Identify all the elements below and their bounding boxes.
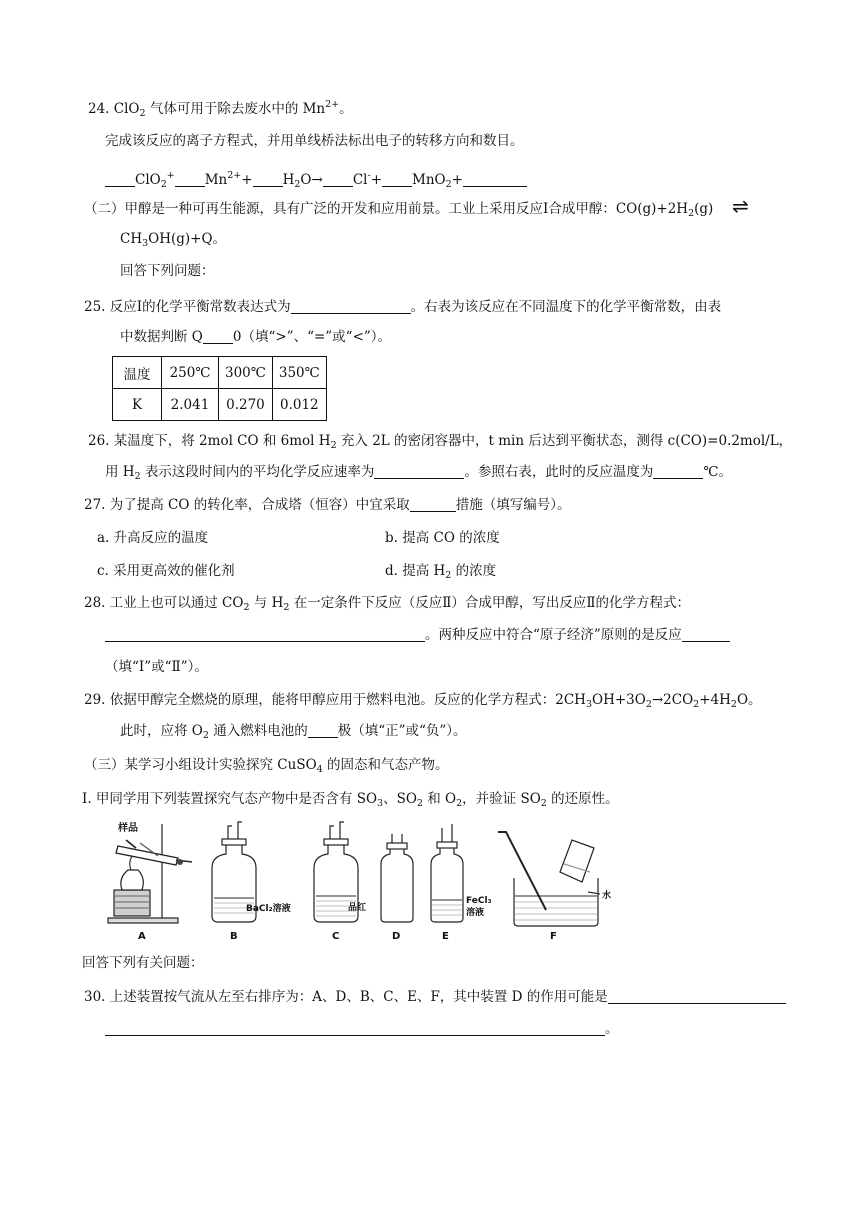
label-a: A xyxy=(138,931,146,942)
apparatus-d xyxy=(381,834,413,922)
answer-blank[interactable] xyxy=(308,723,338,738)
label-fecl3: FeCl₃ xyxy=(466,896,492,906)
apparatus-e xyxy=(431,824,463,922)
answer-blank[interactable] xyxy=(608,989,786,1004)
q26-line-1: 26. 某温度下，将 2mol CO 和 6mol $H_2$ 充入 2L 的密闭容器中，t min 后达到平衡状态，测得 c(CO)=0.2mol/L， xyxy=(88,433,793,451)
label-bacl2: BaCl₂溶液 xyxy=(246,904,291,914)
answer-blank[interactable] xyxy=(203,329,233,344)
apparatus-figure xyxy=(100,818,620,943)
section-2-line-2: $CH_3OH(g)+Q$。 xyxy=(120,231,227,249)
after-figure-text: 回答下列有关问题： xyxy=(82,955,204,971)
label-c: C xyxy=(332,931,340,942)
table-cell: K xyxy=(113,389,162,421)
q30-line-2: 。 xyxy=(105,1019,619,1039)
apparatus-f xyxy=(498,832,600,926)
answer-blank[interactable] xyxy=(105,172,135,187)
answer-blank[interactable] xyxy=(253,172,283,187)
label-sample: 样品 xyxy=(118,823,138,834)
table-cell: 2.041 xyxy=(162,389,219,421)
answer-blank[interactable] xyxy=(374,464,464,479)
label-b: B xyxy=(230,931,238,942)
apparatus-a xyxy=(108,824,192,923)
answer-blank[interactable] xyxy=(105,627,425,642)
equilibrium-constant-table xyxy=(112,356,327,421)
label-d: D xyxy=(392,931,401,942)
q27-option-d: d. 提高 $H_2$ 的浓度 xyxy=(385,563,497,581)
table-row xyxy=(113,357,327,389)
answer-blank[interactable] xyxy=(410,497,456,512)
q26-line-2: 用 $H_2$ 表示这段时间内的平均化学反应速率为 。参照右表，此时的反应温度为 ℃。 xyxy=(105,464,733,482)
q30-line-1: 30. 上述装置按气流从左至右排序为：A、D、B、C、E、F，其中装置 D 的作用可能是 xyxy=(84,987,786,1007)
answer-blank[interactable] xyxy=(382,172,412,187)
q28-line-1: 28. 工业上也可以通过 $CO_2$ 与 $H_2$ 在一定条件下反应（反应Ⅱ）合成甲醇，写出反应Ⅱ的化学方程式： xyxy=(84,595,691,613)
section-2-line-3: 回答下列问题： xyxy=(120,263,215,279)
answer-blank[interactable] xyxy=(463,172,527,187)
table-cell: 温度 xyxy=(113,357,162,389)
label-f: F xyxy=(550,931,557,942)
answer-blank[interactable] xyxy=(105,1021,605,1036)
q24-equation: ClO$_2$+ $Mn^{2+}+ H_2O\to Cl^-+ MnO_2+$ xyxy=(105,170,527,190)
answer-blank[interactable] xyxy=(323,172,353,187)
answer-blank[interactable] xyxy=(682,627,730,642)
answer-blank[interactable] xyxy=(175,172,205,187)
answer-blank[interactable] xyxy=(653,464,703,479)
q27-option-c: c. 采用更高效的催化剂 xyxy=(97,563,235,579)
table-cell: 0.270 xyxy=(219,389,273,421)
table-cell: 300℃ xyxy=(219,357,273,389)
q27-option-b: b. 提高 CO 的浓度 xyxy=(385,530,500,546)
q25-line-2: 中数据判断 Q 0（填“>”、“=”或“<”）。 xyxy=(120,329,392,345)
section-3-heading: （三）某学习小组设计实验探究 CuSO$_4$ 的固态和气态产物。 xyxy=(84,757,449,775)
answer-blank[interactable] xyxy=(291,299,411,314)
table-row xyxy=(113,389,327,421)
label-water: 水 xyxy=(602,891,612,901)
q29-line-1: 29. 依据甲醇完全燃烧的原理，能将甲醇应用于燃料电池。反应的化学方程式：$2CH_3OH+3O_2\to 2CO_2+4H_2O$。 xyxy=(84,692,762,710)
section-2-heading: （二）甲醇是一种可再生能源，具有广泛的开发和应用前景。工业上采用反应Ⅰ合成甲醇：$CO(g)+2H_2(g)$ xyxy=(84,201,714,219)
part-1-instruction: Ⅰ. 甲同学用下列装置探究气态产物中是否含有 $SO_3$、$SO_2$ 和 $O_2$，并验证 $SO_2$ 的还原性。 xyxy=(82,791,619,809)
label-fecl3-solution: 溶液 xyxy=(466,908,485,918)
q29-line-2: 此时，应将 $O_2$ 通入燃料电池的 极（填“正”或“负”）。 xyxy=(120,723,467,741)
q27-line-1: 27. 为了提高 CO 的转化率，合成塔（恒容）中宜采取 措施（填写编号）。 xyxy=(84,497,571,513)
q28-line-2: 。两种反应中符合“原子经济”原则的是反应 xyxy=(105,625,730,645)
label-e: E xyxy=(442,931,449,942)
equilibrium-symbol: ⇌ xyxy=(732,194,749,218)
q24-line-1: 24. ClO$_2$ 气体可用于除去废水中的 $Mn^{2+}$。 xyxy=(88,99,353,119)
table-cell: 0.012 xyxy=(272,389,326,421)
q24-line-2: 完成该反应的离子方程式，并用单线桥法标出电子的转移方向和数目。 xyxy=(105,133,524,149)
q28-line-3: （填“Ⅰ”或“Ⅱ”）。 xyxy=(105,659,208,675)
table-cell: 250℃ xyxy=(162,357,219,389)
table-cell: 350℃ xyxy=(272,357,326,389)
q25-line-1: 25. 反应Ⅰ的化学平衡常数表达式为 。右表为该反应在不同温度下的化学平衡常数，由表 xyxy=(84,299,722,315)
q27-option-a: a. 升高反应的温度 xyxy=(97,530,209,546)
label-pinhong: 品红 xyxy=(348,903,367,913)
